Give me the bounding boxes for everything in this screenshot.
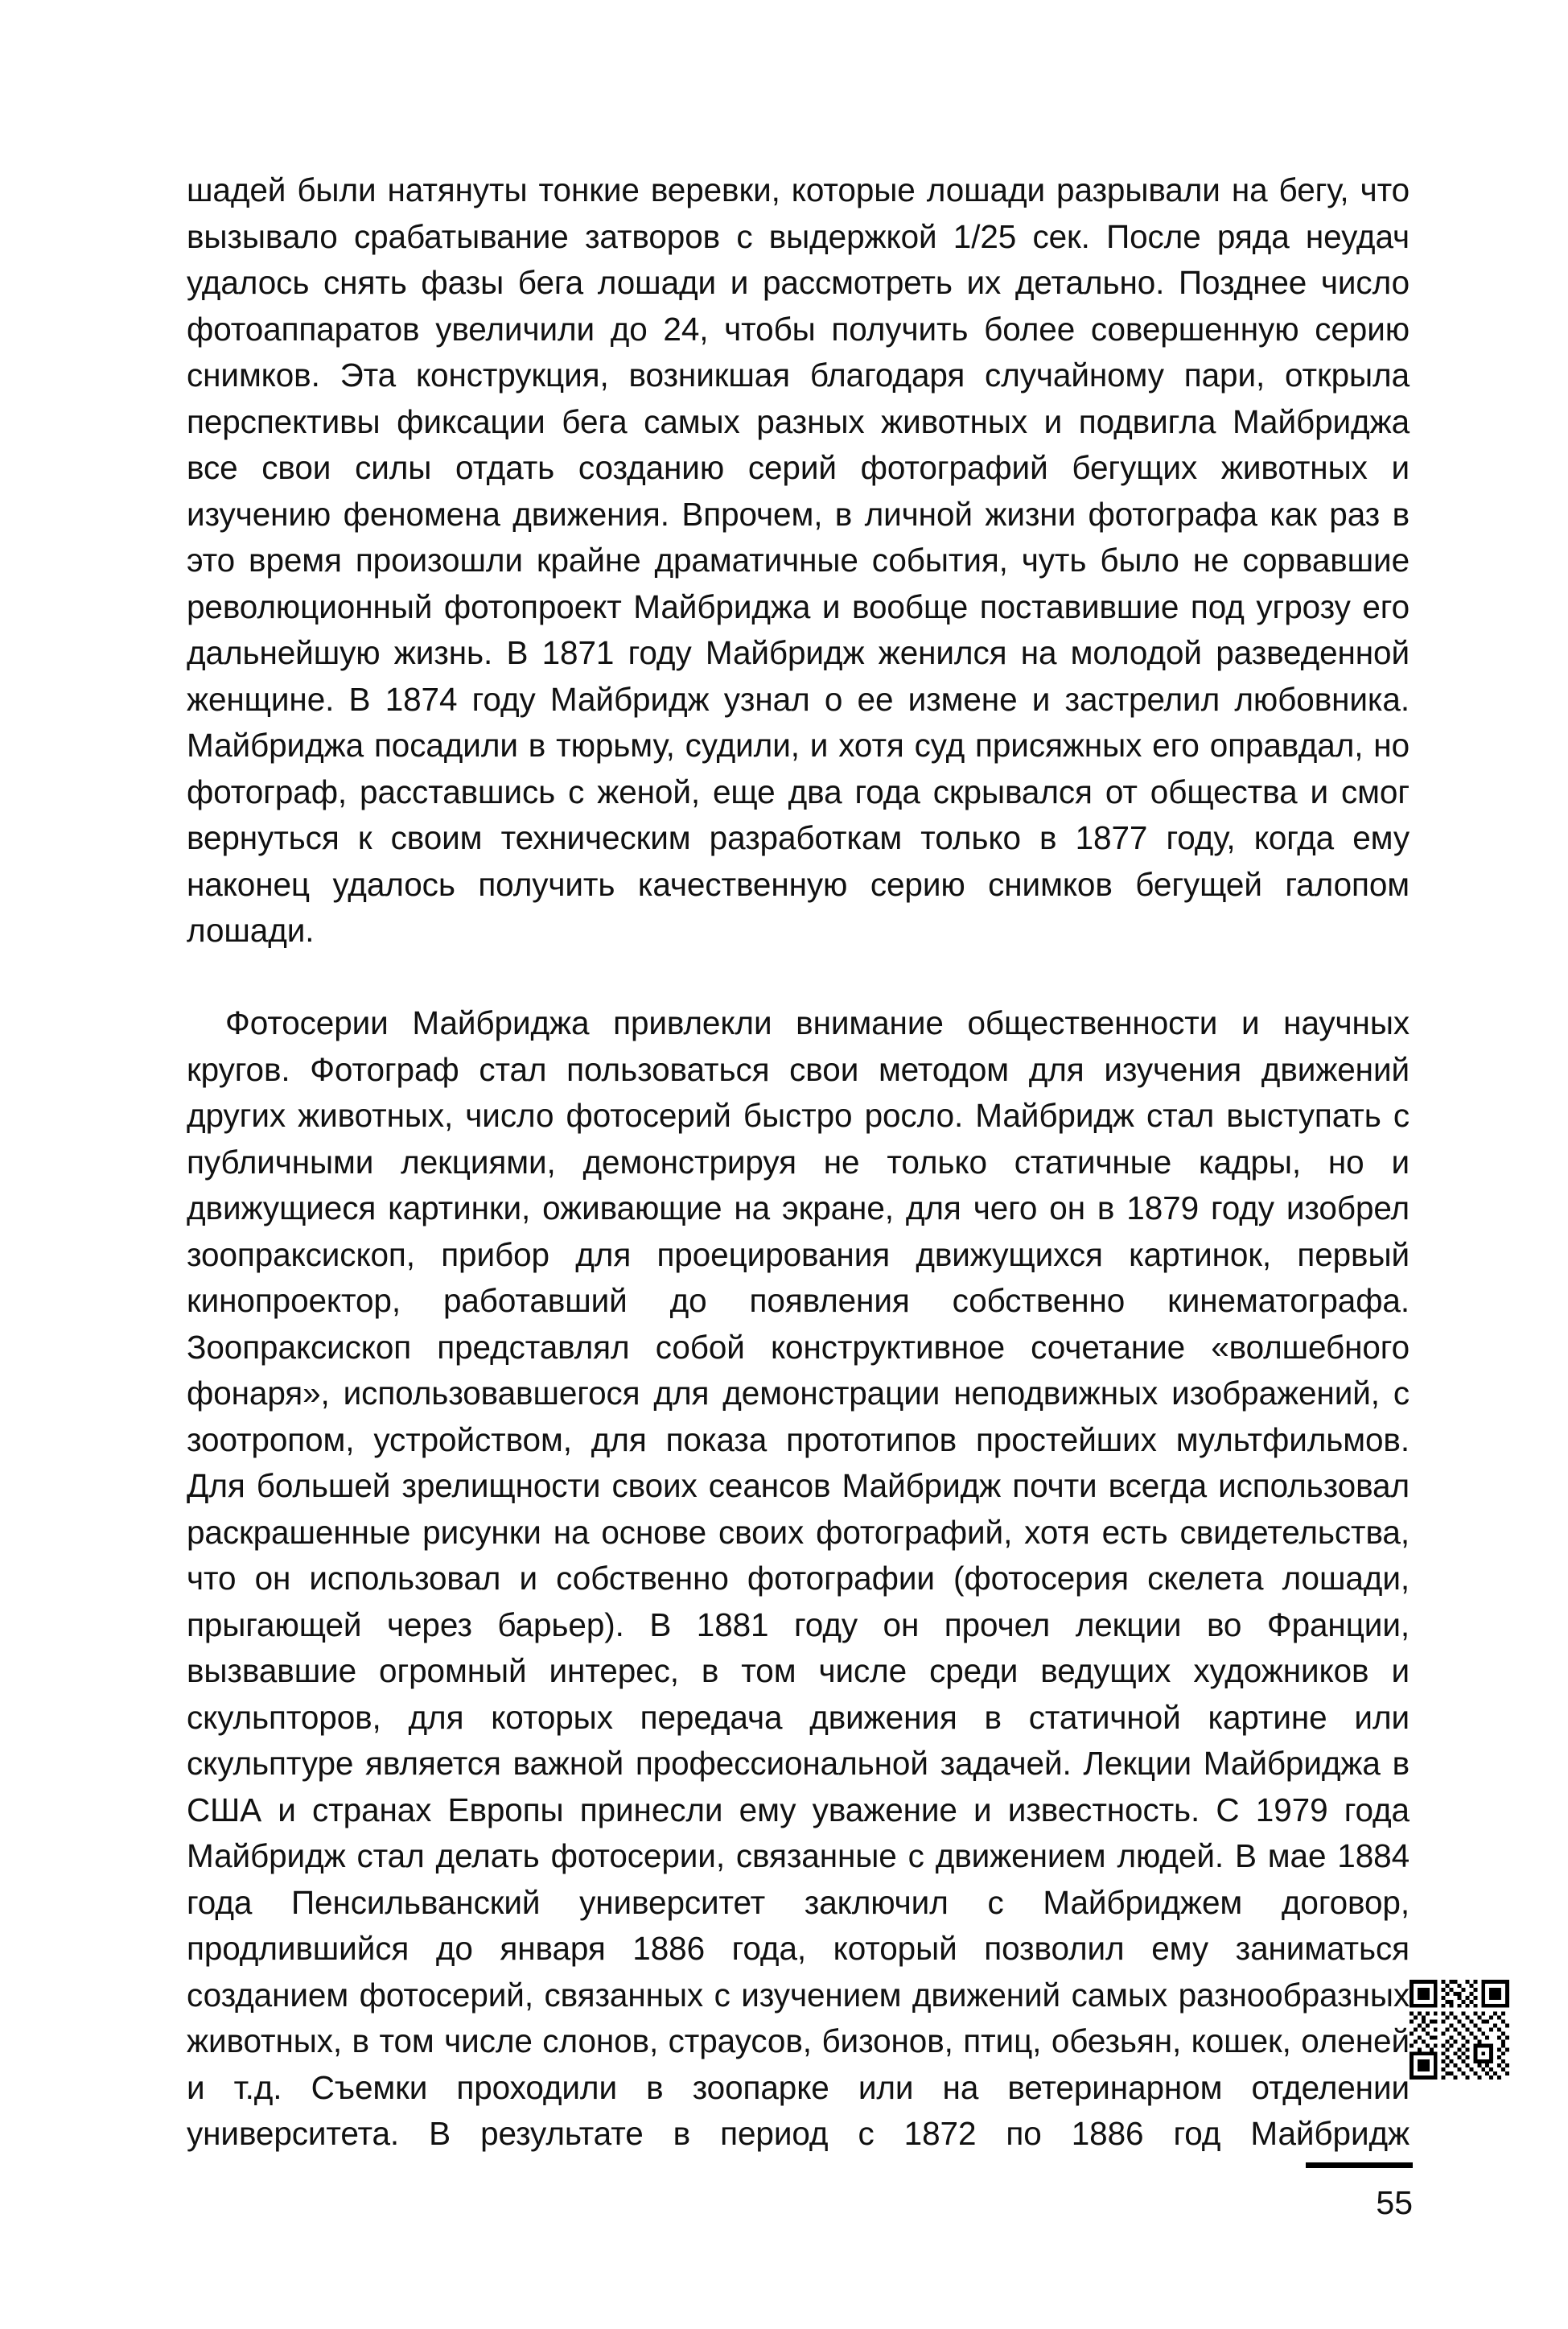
body-text-column bbox=[187, 167, 1410, 2203]
paragraph-2: Фотосерии Майбриджа привлекли внимание общественности и научных кругов. Фотограф стал пользоваться свои методом для изучения движений других животных, число фотосерий быстро росло. Майбридж стал выступать с публичными лекциями, демонстрируя не только статичные кадры, но и движущиеся картинки, оживающие на экране, для чего он в 1879 году изобрел зоопраксископ, прибор для проецирования движущихся картинок, первый кинопроектор, работавший до появления собственно кинематографа. Зоопраксископ представлял собой конструктивное сочетание «волшебного фонаря», использовавшегося для демонстрации неподвижных изображений, с зоотропом, устройством, для показа прототипов простейших мультфильмов. Для большей зрелищности своих сеансов Майбридж почти всегда использовал раскрашенные рисунки на основе своих фотографий, хотя есть свидетельства, что он использовал и собственно фотографии (фотосерия скелета лошади, прыгающей через барьер). В 1881 году он прочел лекции во Франции, вызвавшие огромный интерес, в том числе среди ведущих художников и скульпторов, для которых передача движения в статичной картине или скульптуре является важной профессиональной задачей. Лекции Майбриджа в США и странах Европы принесли ему уважение и известность. С 1979 года Майбридж стал делать фотосерии, связанные с движением людей. В мае 1884 года Пенсильванский университет заключил с Майбриджем договор, продлившийся до января 1886 года, который позволил ему заниматься созданием фотосерий, связанных с изучением движений самых разнообразных животных, в том числе слонов, страусов, бизонов, птиц, обезьян, кошек, оленей и т.д. Съемки проходили в зоопарке или на ветеринарном отделении университета. В результате в период с 1872 по 1886 год Майбридж bbox=[187, 1004, 1410, 2152]
page-number: 55 bbox=[1376, 2184, 1413, 2221]
footer-divider bbox=[1306, 2162, 1413, 2168]
qr-code bbox=[1410, 1980, 1509, 2080]
paragraph-1: шадей были натянуты тонкие веревки, которые лошади разрывали на бегу, что вызывало срабатывание затворов с выдержкой 1/25 сек. После ряда неудач удалось снять фазы бега лошади и рассмотреть их детально. Позднее число фотоаппаратов увеличили до 24, чтобы получить более совершенную серию снимков. Эта конструкция, возникшая благодаря случайному пари, открыла перспективы фиксации бега самых разных животных и подвигла Майбриджа все свои силы отдать созданию серий фотографий бегущих животных и изучению феномена движения. Впрочем, в личной жизни фотографа как раз в это время произошли крайне драматичные события, чуть было не сорвавшие революционный фотопроект Майбриджа и вообще поставившие под угрозу его дальнейшую жизнь. В 1871 году Майбридж женился на молодой разведенной женщине. В 1874 году Майбридж узнал о ее измене и застрелил любовника. Майбриджа посадили в тюрьму, судили, и хотя суд присяжных его оправдал, но фотограф, расставшись с женой, еще два года скрывался от общества и смог вернуться к своим техническим разработкам только в 1877 году, когда ему наконец удалось получить качественную серию снимков бегущей галопом лошади. bbox=[187, 171, 1410, 949]
